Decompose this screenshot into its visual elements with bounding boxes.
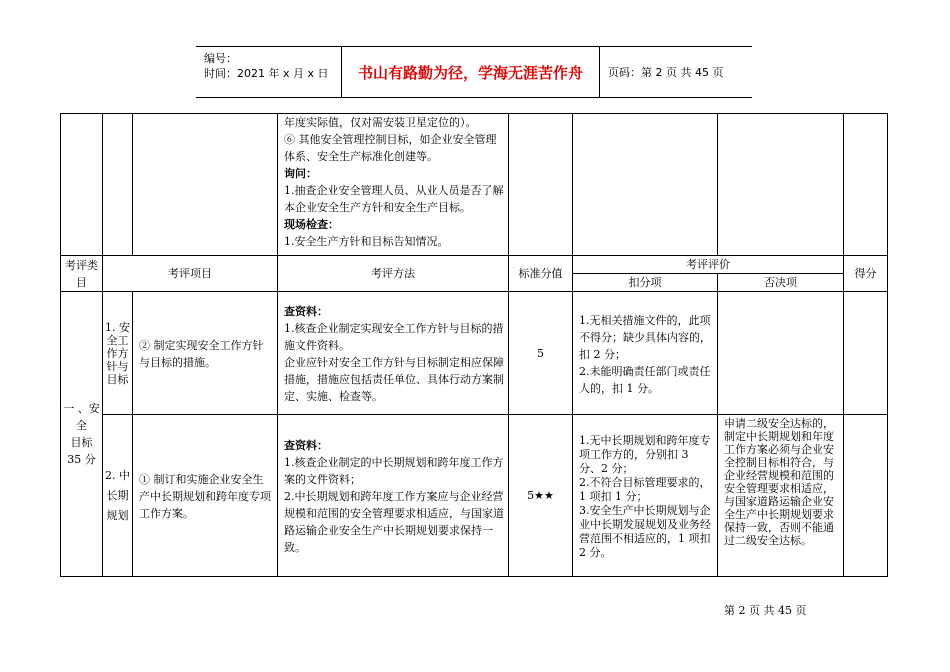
- deduction-cell: 1.无相关措施文件的，此项不得分；缺少具体内容的，扣 2 分； 2.未能明确责任部门或责任人的，扣 1 分。: [573, 292, 718, 415]
- header-meta: [196, 47, 341, 97]
- header-category: 考评类目: [61, 256, 103, 292]
- veto-cell: 申请二级安全达标的，制定中长期规划和年度工作方案必须与企业安全控制目标相符合，与企业经营规模和范围的安全管理要求相适应，与国家道路运输企业安全生产中长期规划要求保持一致，否则不能通过二级安全达标。: [718, 415, 844, 577]
- time-label: 时间：2021 年 x 月 x 日: [204, 67, 329, 80]
- header-obtained: 得分: [844, 256, 888, 292]
- header-page-info: 页码：第 2 页 共 45 页: [608, 66, 724, 79]
- header-score: 标准分值: [509, 256, 573, 292]
- score-cell: 5: [509, 292, 573, 415]
- item-cell: ② 制定实现安全工作方针与目标的措施。: [133, 292, 278, 415]
- method-line: 1.安全生产方针和目标告知情况。: [284, 235, 449, 248]
- item-cell: ① 制订和实施企业安全生产中长期规划和跨年度专项工作方案。: [133, 415, 278, 577]
- check-label: 查资料：: [284, 305, 328, 318]
- category-cell: 一 、安 全 目标 35 分: [61, 292, 103, 577]
- inquiry-label: 询问：: [284, 167, 317, 180]
- method-line: ⑥ 其他安全管理控制目标，如企业安全管理体系、安全生产标准化创建等。: [284, 133, 497, 163]
- page-footer: 第 2 页 共 45 页: [724, 604, 807, 617]
- evaluation-table: [60, 113, 888, 577]
- table-header-row: [61, 256, 888, 274]
- header-evaluation: 考评评价: [573, 256, 844, 274]
- method-line: 2.中长期规划和跨年度工作方案应与企业经营规模和范围的安全管理要求相适应，与国家道路运输企业安全生产中长期规划要求保持一致。: [284, 490, 504, 554]
- method-line: 年度实际值，仅对需安装卫星定位的）。: [284, 116, 477, 129]
- table-row: [61, 292, 888, 415]
- check-label: 查资料：: [284, 439, 328, 452]
- header-deduction: 扣分项: [573, 274, 718, 292]
- method-line: 1.核查企业制定的中长期规划和跨年度工作方案的文件资料；: [284, 456, 504, 486]
- method-cell: [278, 415, 509, 577]
- site-check-label: 现场检查：: [284, 218, 339, 231]
- table-row: [61, 114, 888, 256]
- deduction-cell: 1.无中长期规划和跨年度专项工作方的，分别扣 3 分、2 分； 2.不符合目标管理要求的，1 项扣 1 分； 3.安全生产中长期规划与企业中长期发展规划及业务经营范围不相适应的，1 项扣 2 分。: [573, 415, 718, 577]
- serial-label: 编号：: [204, 52, 237, 65]
- header-motto: 书山有路勤为径，学海无涯苦作舟: [341, 47, 600, 97]
- page-header: [196, 46, 752, 98]
- header-method: 考评方法: [278, 256, 509, 292]
- sub-item-cell: 2. 中长期规划: [103, 415, 133, 577]
- header-item: 考评项目: [103, 256, 278, 292]
- score-cell: 5★★: [509, 415, 573, 577]
- method-line: 1.抽查企业安全管理人员、从业人员是否了解本企业安全生产方针和安全生产目标。: [284, 184, 504, 214]
- header-veto: 否决项: [718, 274, 844, 292]
- method-cell: [278, 292, 509, 415]
- table-row: [61, 415, 888, 577]
- method-line: 1.核查企业制定实现安全工作方针与目标的措施文件资料。: [284, 322, 504, 352]
- method-cell: [278, 114, 509, 256]
- sub-item-cell: 1. 安全工作方针与目标: [103, 292, 133, 415]
- method-line: 企业应针对安全工作方针与目标制定相应保障措施，措施应包括责任单位、具体行动方案制定、实施、检查等。: [284, 356, 504, 403]
